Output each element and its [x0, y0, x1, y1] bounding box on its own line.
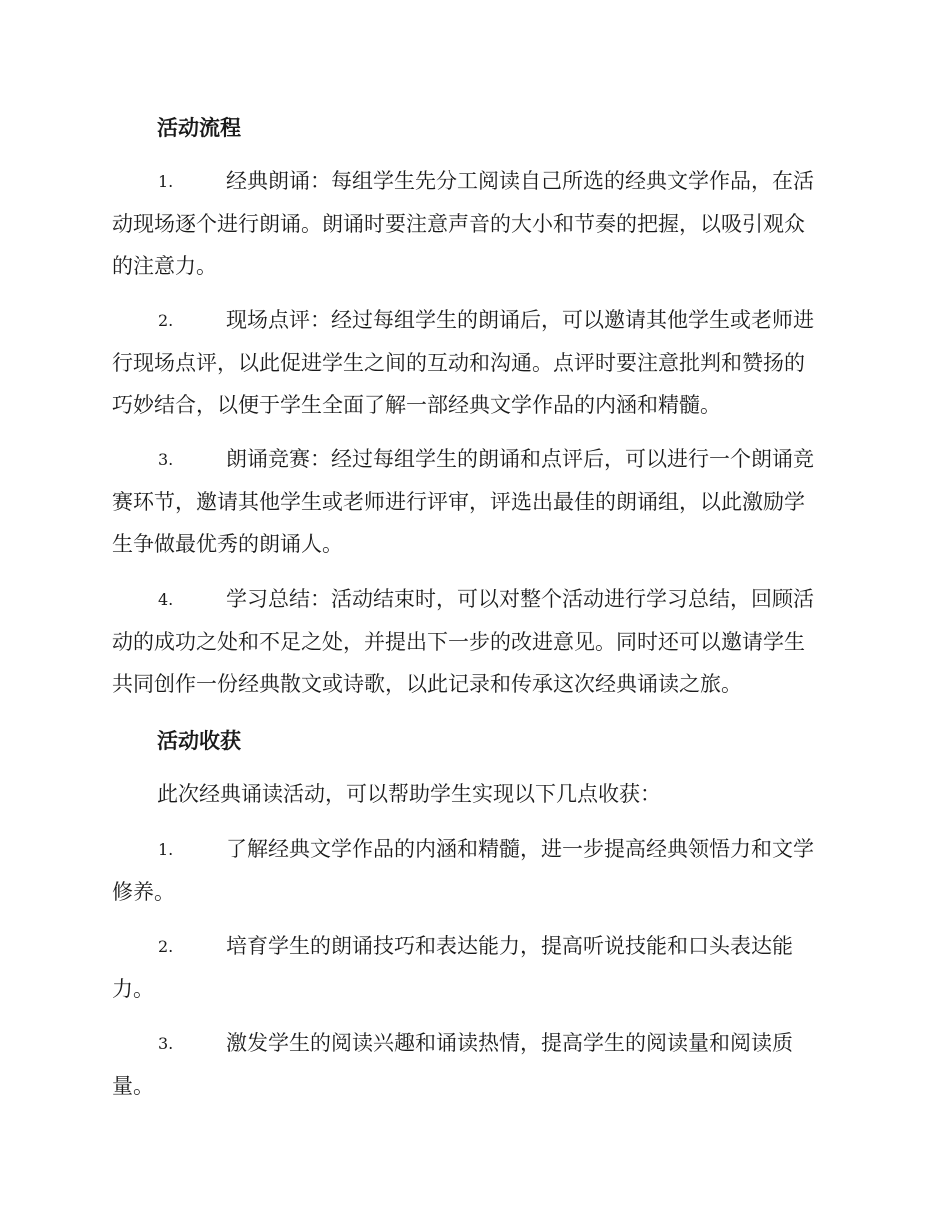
item-line: 了解经典文学作品的内涵和精髓，进一步提高经典领悟力和文学 [226, 837, 814, 861]
item-number: 1. [158, 840, 174, 859]
item-line: 修养。 [112, 880, 175, 904]
item-line: 赛环节，邀请其他学生或老师进行评审，评选出最佳的朗诵组，以此激励学 [112, 490, 805, 514]
item-number: 3. [158, 1034, 174, 1053]
item-line: 生争做最优秀的朗诵人。 [112, 532, 343, 556]
item-line: 的注意力。 [112, 254, 217, 278]
process-item-1 [112, 160, 838, 287]
item-line: 行现场点评，以此促进学生之间的互动和沟通。点评时要注意批判和赞扬的 [112, 351, 805, 375]
gains-item-2 [112, 925, 838, 1010]
item-line: 朗诵竞赛：经过每组学生的朗诵和点评后，可以进行一个朗诵竞 [226, 447, 814, 471]
item-line: 激发学生的阅读兴趣和诵读热情，提高学生的阅读量和阅读质 [226, 1031, 793, 1055]
item-number: 1. [158, 172, 174, 191]
gains-item-1 [112, 828, 838, 913]
item-number: 3. [158, 450, 174, 469]
item-line: 量。 [112, 1074, 154, 1098]
item-line: 学习总结：活动结束时，可以对整个活动进行学习总结，回顾活 [226, 587, 814, 611]
process-item-4 [112, 578, 838, 705]
item-line: 经典朗诵：每组学生先分工阅读自己所选的经典文学作品，在活 [226, 169, 814, 193]
item-number: 2. [158, 937, 174, 956]
process-item-3 [112, 438, 838, 565]
item-line: 动现场逐个进行朗诵。朗诵时要注意声音的大小和节奏的把握，以吸引观众 [112, 212, 805, 236]
item-line: 共同创作一份经典散文或诗歌，以此记录和传承这次经典诵读之旅。 [112, 672, 742, 696]
section-heading-gains: 活动收获 [157, 728, 241, 753]
item-line: 现场点评：经过每组学生的朗诵后，可以邀请其他学生或老师进 [226, 308, 814, 332]
item-number: 2. [158, 311, 174, 330]
gains-intro: 此次经典诵读活动，可以帮助学生实现以下几点收获： [157, 782, 661, 806]
item-line: 巧妙结合，以便于学生全面了解一部经典文学作品的内涵和精髓。 [112, 393, 721, 417]
item-line: 动的成功之处和不足之处，并提出下一步的改进意见。同时还可以邀请学生 [112, 630, 805, 654]
process-item-2 [112, 299, 838, 426]
section-heading-process: 活动流程 [157, 115, 241, 140]
item-number: 4. [158, 590, 174, 609]
gains-item-3 [112, 1022, 838, 1107]
item-line: 培育学生的朗诵技巧和表达能力，提高听说技能和口头表达能 [226, 934, 793, 958]
item-line: 力。 [112, 977, 154, 1001]
